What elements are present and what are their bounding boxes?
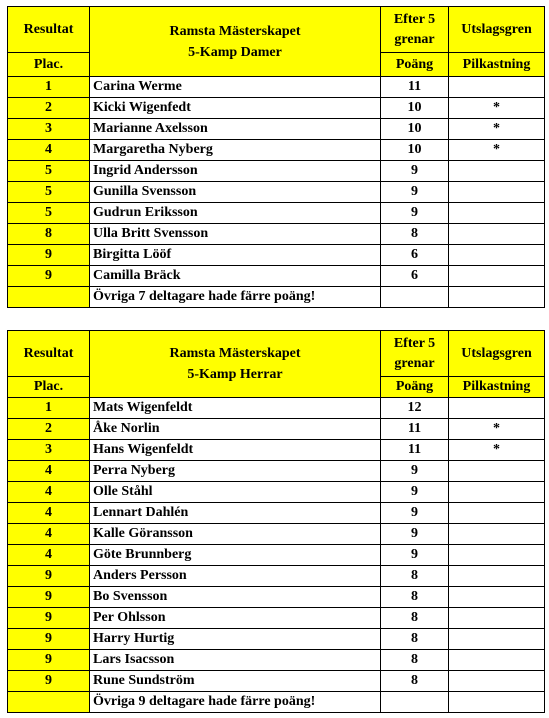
points-cell: 8 xyxy=(381,629,449,650)
table-row xyxy=(8,77,545,98)
footer-note: Övriga 9 deltagare hade färre poäng! xyxy=(90,692,381,713)
table-row xyxy=(8,398,545,419)
tiebreak-cell: * xyxy=(449,419,545,440)
tiebreak-cell: * xyxy=(449,140,545,161)
table-row xyxy=(8,545,545,566)
name-cell: Ingrid Andersson xyxy=(90,161,381,182)
name-cell: Camilla Bräck xyxy=(90,266,381,287)
points-cell: 9 xyxy=(381,545,449,566)
placement-cell: 8 xyxy=(8,224,90,245)
tiebreak-cell xyxy=(449,266,545,287)
tiebreak-cell xyxy=(449,503,545,524)
placement-cell: 5 xyxy=(8,203,90,224)
placement-cell: 1 xyxy=(8,77,90,98)
table-row xyxy=(8,440,545,461)
name-cell: Rune Sundström xyxy=(90,671,381,692)
footer-note: Övriga 7 deltagare hade färre poäng! xyxy=(90,287,381,308)
placement-cell: 5 xyxy=(8,161,90,182)
header-plac: Plac. xyxy=(8,377,90,398)
name-cell: Lars Isacsson xyxy=(90,650,381,671)
name-cell: Göte Brunnberg xyxy=(90,545,381,566)
table-row xyxy=(8,671,545,692)
footer-points-cell xyxy=(381,287,449,308)
points-cell: 11 xyxy=(381,77,449,98)
name-cell: Olle Ståhl xyxy=(90,482,381,503)
table-row xyxy=(8,224,545,245)
name-cell: Lennart Dahlén xyxy=(90,503,381,524)
table-row xyxy=(8,566,545,587)
points-cell: 10 xyxy=(381,98,449,119)
tiebreak-cell xyxy=(449,608,545,629)
name-cell: Harry Hurtig xyxy=(90,629,381,650)
subtitle-text: 5-Kamp Damer xyxy=(188,44,282,60)
header-utslag: Utslagsgren xyxy=(449,7,545,53)
name-cell: Hans Wigenfeldt xyxy=(90,440,381,461)
points-cell: 9 xyxy=(381,482,449,503)
placement-cell: 4 xyxy=(8,140,90,161)
placement-cell: 1 xyxy=(8,398,90,419)
tiebreak-cell xyxy=(449,545,545,566)
tiebreak-cell xyxy=(449,461,545,482)
points-cell: 9 xyxy=(381,503,449,524)
table-row xyxy=(8,119,545,140)
name-cell: Bo Svensson xyxy=(90,587,381,608)
name-cell: Per Ohlsson xyxy=(90,608,381,629)
name-cell: Anders Persson xyxy=(90,566,381,587)
tiebreak-cell xyxy=(449,629,545,650)
placement-cell: 9 xyxy=(8,266,90,287)
header-resultat: Resultat xyxy=(8,331,90,377)
placement-cell: 3 xyxy=(8,440,90,461)
name-cell: Ulla Britt Svensson xyxy=(90,224,381,245)
footer-plac-cell xyxy=(8,692,90,713)
footer-points-cell xyxy=(381,692,449,713)
efter-line1: Efter 5 xyxy=(393,11,436,27)
tiebreak-cell: * xyxy=(449,119,545,140)
table-row xyxy=(8,98,545,119)
header-title xyxy=(90,7,381,77)
tiebreak-cell: * xyxy=(449,98,545,119)
efter-line2: grenar xyxy=(394,355,435,371)
table-row xyxy=(8,203,545,224)
results-table-herrar xyxy=(7,330,545,713)
table-row xyxy=(8,461,545,482)
tiebreak-cell xyxy=(449,398,545,419)
header-pilkastning: Pilkastning xyxy=(449,377,545,398)
efter-line2: grenar xyxy=(394,31,435,47)
points-cell: 8 xyxy=(381,566,449,587)
efter-line1: Efter 5 xyxy=(393,335,436,351)
tiebreak-cell xyxy=(449,524,545,545)
name-cell: Gudrun Eriksson xyxy=(90,203,381,224)
name-cell: Kalle Göransson xyxy=(90,524,381,545)
points-cell: 12 xyxy=(381,398,449,419)
name-cell: Åke Norlin xyxy=(90,419,381,440)
tiebreak-cell: * xyxy=(449,440,545,461)
tiebreak-cell xyxy=(449,587,545,608)
name-cell: Gunilla Svensson xyxy=(90,182,381,203)
points-cell: 6 xyxy=(381,245,449,266)
points-cell: 9 xyxy=(381,461,449,482)
tiebreak-cell xyxy=(449,182,545,203)
footer-plac-cell xyxy=(8,287,90,308)
points-cell: 8 xyxy=(381,224,449,245)
header-title xyxy=(90,331,381,398)
points-cell: 9 xyxy=(381,182,449,203)
tiebreak-cell xyxy=(449,245,545,266)
points-cell: 8 xyxy=(381,587,449,608)
points-cell: 8 xyxy=(381,671,449,692)
name-cell: Perra Nyberg xyxy=(90,461,381,482)
placement-cell: 2 xyxy=(8,98,90,119)
placement-cell: 4 xyxy=(8,524,90,545)
subtitle-text: 5-Kamp Herrar xyxy=(187,367,283,382)
points-cell: 8 xyxy=(381,608,449,629)
points-cell: 11 xyxy=(381,440,449,461)
table-row xyxy=(8,182,545,203)
points-cell: 10 xyxy=(381,119,449,140)
header-plac: Plac. xyxy=(8,53,90,77)
tiebreak-cell xyxy=(449,566,545,587)
placement-cell: 3 xyxy=(8,119,90,140)
header-utslag: Utslagsgren xyxy=(449,331,545,377)
title-text: Ramsta Mästerskapet xyxy=(169,23,301,39)
header-pilkastning: Pilkastning xyxy=(449,53,545,77)
table-row xyxy=(8,245,545,266)
tiebreak-cell xyxy=(449,224,545,245)
footer-utslag-cell xyxy=(449,692,545,713)
table-row xyxy=(8,266,545,287)
points-cell: 8 xyxy=(381,650,449,671)
name-cell: Marianne Axelsson xyxy=(90,119,381,140)
footer-utslag-cell xyxy=(449,287,545,308)
tiebreak-cell xyxy=(449,671,545,692)
tiebreak-cell xyxy=(449,77,545,98)
name-cell: Kicki Wigenfedt xyxy=(90,98,381,119)
placement-cell: 5 xyxy=(8,182,90,203)
placement-cell: 9 xyxy=(8,671,90,692)
header-efter xyxy=(381,7,449,53)
points-cell: 11 xyxy=(381,419,449,440)
points-cell: 6 xyxy=(381,266,449,287)
table-row xyxy=(8,629,545,650)
placement-cell: 9 xyxy=(8,608,90,629)
table-row xyxy=(8,161,545,182)
name-cell: Margaretha Nyberg xyxy=(90,140,381,161)
placement-cell: 2 xyxy=(8,419,90,440)
table-row xyxy=(8,524,545,545)
placement-cell: 4 xyxy=(8,503,90,524)
tiebreak-cell xyxy=(449,482,545,503)
name-cell: Carina Werme xyxy=(90,77,381,98)
tiebreak-cell xyxy=(449,203,545,224)
title-text: Ramsta Mästerskapet xyxy=(169,346,301,361)
header-resultat: Resultat xyxy=(8,7,90,53)
placement-cell: 9 xyxy=(8,245,90,266)
points-cell: 9 xyxy=(381,524,449,545)
header-poang: Poäng xyxy=(381,53,449,77)
placement-cell: 4 xyxy=(8,482,90,503)
name-cell: Birgitta Lööf xyxy=(90,245,381,266)
table-row xyxy=(8,503,545,524)
table-row xyxy=(8,587,545,608)
placement-cell: 9 xyxy=(8,587,90,608)
table-row xyxy=(8,419,545,440)
placement-cell: 4 xyxy=(8,461,90,482)
tiebreak-cell xyxy=(449,161,545,182)
points-cell: 10 xyxy=(381,140,449,161)
table-row xyxy=(8,608,545,629)
points-cell: 9 xyxy=(381,161,449,182)
table-row xyxy=(8,650,545,671)
name-cell: Mats Wigenfeldt xyxy=(90,398,381,419)
placement-cell: 9 xyxy=(8,566,90,587)
table-row xyxy=(8,482,545,503)
placement-cell: 4 xyxy=(8,545,90,566)
header-efter xyxy=(381,331,449,377)
results-table-damer xyxy=(7,6,545,308)
points-cell: 9 xyxy=(381,203,449,224)
placement-cell: 9 xyxy=(8,629,90,650)
placement-cell: 9 xyxy=(8,650,90,671)
tiebreak-cell xyxy=(449,650,545,671)
table-row xyxy=(8,140,545,161)
header-poang: Poäng xyxy=(381,377,449,398)
